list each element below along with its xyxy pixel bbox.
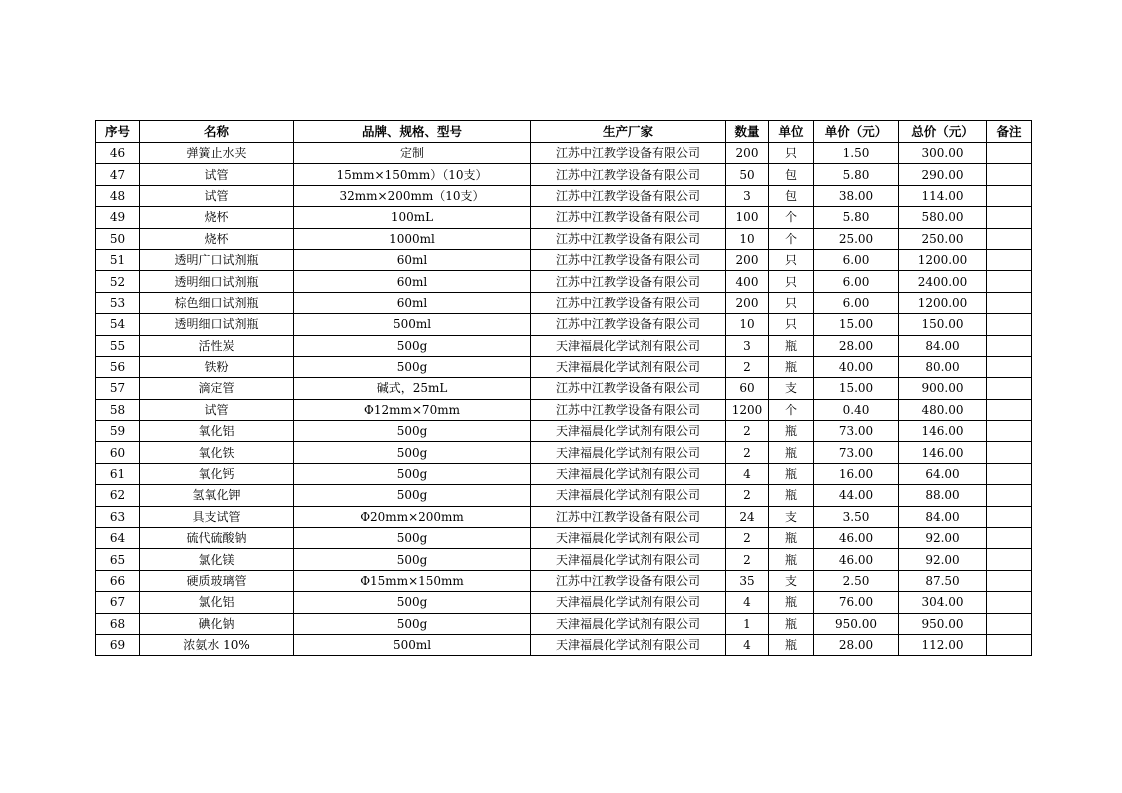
row-quantity: 2 xyxy=(726,485,769,506)
row-note xyxy=(987,421,1032,442)
row-manufacturer: 天津福晨化学试剂有限公司 xyxy=(531,356,726,377)
row-unit: 只 xyxy=(769,314,814,335)
row-unit: 只 xyxy=(769,249,814,270)
row-unit-price: 15.00 xyxy=(814,314,899,335)
row-name: 氯化铝 xyxy=(140,592,294,613)
row-unit-price: 28.00 xyxy=(814,634,899,655)
row-manufacturer: 江苏中江教学设备有限公司 xyxy=(531,271,726,292)
row-no: 50 xyxy=(96,228,140,249)
row-unit-price: 6.00 xyxy=(814,292,899,313)
row-manufacturer: 江苏中江教学设备有限公司 xyxy=(531,399,726,420)
header-manufacturer: 生产厂家 xyxy=(531,121,726,143)
row-manufacturer: 天津福晨化学试剂有限公司 xyxy=(531,634,726,655)
row-quantity: 24 xyxy=(726,506,769,527)
row-unit-price: 3.50 xyxy=(814,506,899,527)
row-manufacturer: 天津福晨化学试剂有限公司 xyxy=(531,485,726,506)
row-unit: 瓶 xyxy=(769,421,814,442)
row-note xyxy=(987,506,1032,527)
row-manufacturer: 江苏中江教学设备有限公司 xyxy=(531,292,726,313)
row-no: 46 xyxy=(96,143,140,164)
row-manufacturer: 天津福晨化学试剂有限公司 xyxy=(531,592,726,613)
row-no: 68 xyxy=(96,613,140,634)
row-note xyxy=(987,292,1032,313)
row-name: 透明广口试剂瓶 xyxy=(140,249,294,270)
row-manufacturer: 江苏中江教学设备有限公司 xyxy=(531,143,726,164)
table-row xyxy=(96,356,1032,377)
row-name: 氢氧化钾 xyxy=(140,485,294,506)
row-name: 氧化钙 xyxy=(140,463,294,484)
table-row xyxy=(96,421,1032,442)
row-total-price: 112.00 xyxy=(899,634,987,655)
row-name: 试管 xyxy=(140,164,294,185)
row-note xyxy=(987,314,1032,335)
row-note xyxy=(987,228,1032,249)
row-unit: 瓶 xyxy=(769,335,814,356)
row-unit-price: 44.00 xyxy=(814,485,899,506)
procurement-table xyxy=(95,120,1032,656)
row-quantity: 3 xyxy=(726,335,769,356)
row-unit: 支 xyxy=(769,506,814,527)
row-quantity: 100 xyxy=(726,207,769,228)
row-name: 浓氨水 10% xyxy=(140,634,294,655)
row-unit: 包 xyxy=(769,185,814,206)
row-manufacturer: 天津福晨化学试剂有限公司 xyxy=(531,528,726,549)
row-note xyxy=(987,442,1032,463)
row-name: 具支试管 xyxy=(140,506,294,527)
row-unit: 只 xyxy=(769,271,814,292)
row-total-price: 290.00 xyxy=(899,164,987,185)
row-name: 氧化铁 xyxy=(140,442,294,463)
row-unit-price: 76.00 xyxy=(814,592,899,613)
row-unit-price: 6.00 xyxy=(814,271,899,292)
row-unit-price: 16.00 xyxy=(814,463,899,484)
row-spec: 60ml xyxy=(294,271,531,292)
row-quantity: 200 xyxy=(726,249,769,270)
row-spec: Φ15mm×150mm xyxy=(294,570,531,591)
row-total-price: 92.00 xyxy=(899,528,987,549)
row-total-price: 900.00 xyxy=(899,378,987,399)
row-total-price: 480.00 xyxy=(899,399,987,420)
row-manufacturer: 江苏中江教学设备有限公司 xyxy=(531,506,726,527)
header-name: 名称 xyxy=(140,121,294,143)
row-manufacturer: 江苏中江教学设备有限公司 xyxy=(531,249,726,270)
row-no: 67 xyxy=(96,592,140,613)
row-note xyxy=(987,207,1032,228)
row-spec: 碱式，25mL xyxy=(294,378,531,399)
table-row xyxy=(96,528,1032,549)
table-row xyxy=(96,570,1032,591)
row-unit-price: 5.80 xyxy=(814,207,899,228)
row-no: 66 xyxy=(96,570,140,591)
row-manufacturer: 江苏中江教学设备有限公司 xyxy=(531,378,726,399)
row-spec: 定制 xyxy=(294,143,531,164)
row-quantity: 200 xyxy=(726,292,769,313)
header-spec: 品牌、规格、型号 xyxy=(294,121,531,143)
row-quantity: 10 xyxy=(726,314,769,335)
row-total-price: 250.00 xyxy=(899,228,987,249)
row-note xyxy=(987,356,1032,377)
row-manufacturer: 江苏中江教学设备有限公司 xyxy=(531,185,726,206)
row-total-price: 1200.00 xyxy=(899,292,987,313)
row-quantity: 2 xyxy=(726,421,769,442)
row-total-price: 146.00 xyxy=(899,442,987,463)
row-quantity: 2 xyxy=(726,528,769,549)
row-unit-price: 46.00 xyxy=(814,528,899,549)
row-unit: 个 xyxy=(769,207,814,228)
row-total-price: 580.00 xyxy=(899,207,987,228)
table-row xyxy=(96,399,1032,420)
table-row xyxy=(96,292,1032,313)
row-quantity: 1200 xyxy=(726,399,769,420)
row-no: 65 xyxy=(96,549,140,570)
row-spec: 100mL xyxy=(294,207,531,228)
row-unit: 瓶 xyxy=(769,592,814,613)
row-spec: 500g xyxy=(294,613,531,634)
row-note xyxy=(987,528,1032,549)
row-unit-price: 15.00 xyxy=(814,378,899,399)
row-quantity: 2 xyxy=(726,442,769,463)
row-note xyxy=(987,249,1032,270)
row-total-price: 1200.00 xyxy=(899,249,987,270)
row-no: 60 xyxy=(96,442,140,463)
row-unit: 支 xyxy=(769,570,814,591)
row-note xyxy=(987,271,1032,292)
row-quantity: 1 xyxy=(726,613,769,634)
row-total-price: 84.00 xyxy=(899,506,987,527)
row-unit: 只 xyxy=(769,292,814,313)
row-spec: 500g xyxy=(294,485,531,506)
row-note xyxy=(987,143,1032,164)
row-no: 47 xyxy=(96,164,140,185)
row-spec: Φ20mm×200mm xyxy=(294,506,531,527)
row-manufacturer: 天津福晨化学试剂有限公司 xyxy=(531,613,726,634)
row-unit-price: 25.00 xyxy=(814,228,899,249)
table-row xyxy=(96,506,1032,527)
row-unit-price: 2.50 xyxy=(814,570,899,591)
row-unit: 瓶 xyxy=(769,528,814,549)
row-quantity: 4 xyxy=(726,634,769,655)
row-spec: 500g xyxy=(294,592,531,613)
row-manufacturer: 天津福晨化学试剂有限公司 xyxy=(531,463,726,484)
row-name: 试管 xyxy=(140,185,294,206)
row-total-price: 950.00 xyxy=(899,613,987,634)
row-no: 57 xyxy=(96,378,140,399)
row-spec: 500g xyxy=(294,356,531,377)
row-unit: 瓶 xyxy=(769,442,814,463)
row-no: 59 xyxy=(96,421,140,442)
row-no: 62 xyxy=(96,485,140,506)
row-name: 烧杯 xyxy=(140,228,294,249)
row-manufacturer: 江苏中江教学设备有限公司 xyxy=(531,314,726,335)
row-note xyxy=(987,399,1032,420)
row-spec: 500g xyxy=(294,528,531,549)
table-row xyxy=(96,271,1032,292)
row-note xyxy=(987,378,1032,399)
table-row xyxy=(96,228,1032,249)
row-total-price: 304.00 xyxy=(899,592,987,613)
row-note xyxy=(987,592,1032,613)
row-unit: 瓶 xyxy=(769,613,814,634)
row-note xyxy=(987,463,1032,484)
row-unit-price: 73.00 xyxy=(814,421,899,442)
row-unit-price: 40.00 xyxy=(814,356,899,377)
table-row xyxy=(96,207,1032,228)
table-row xyxy=(96,485,1032,506)
header-note: 备注 xyxy=(987,121,1032,143)
row-name: 硫代硫酸钠 xyxy=(140,528,294,549)
row-quantity: 4 xyxy=(726,463,769,484)
row-unit-price: 6.00 xyxy=(814,249,899,270)
row-name: 硬质玻璃管 xyxy=(140,570,294,591)
row-total-price: 2400.00 xyxy=(899,271,987,292)
table-row xyxy=(96,613,1032,634)
row-unit-price: 28.00 xyxy=(814,335,899,356)
row-total-price: 146.00 xyxy=(899,421,987,442)
row-name: 氧化铝 xyxy=(140,421,294,442)
row-no: 58 xyxy=(96,399,140,420)
row-total-price: 300.00 xyxy=(899,143,987,164)
row-manufacturer: 江苏中江教学设备有限公司 xyxy=(531,164,726,185)
row-unit: 瓶 xyxy=(769,634,814,655)
row-no: 61 xyxy=(96,463,140,484)
table-row xyxy=(96,164,1032,185)
row-unit: 包 xyxy=(769,164,814,185)
row-quantity: 60 xyxy=(726,378,769,399)
row-no: 69 xyxy=(96,634,140,655)
row-total-price: 88.00 xyxy=(899,485,987,506)
row-no: 52 xyxy=(96,271,140,292)
row-unit: 个 xyxy=(769,228,814,249)
row-spec: 500g xyxy=(294,549,531,570)
row-note xyxy=(987,164,1032,185)
row-note xyxy=(987,185,1032,206)
row-total-price: 92.00 xyxy=(899,549,987,570)
header-unit-price: 单价（元） xyxy=(814,121,899,143)
row-total-price: 150.00 xyxy=(899,314,987,335)
row-spec: 1000ml xyxy=(294,228,531,249)
row-name: 氯化镁 xyxy=(140,549,294,570)
row-name: 试管 xyxy=(140,399,294,420)
row-name: 滴定管 xyxy=(140,378,294,399)
table-row xyxy=(96,442,1032,463)
row-no: 54 xyxy=(96,314,140,335)
row-quantity: 2 xyxy=(726,356,769,377)
row-unit: 瓶 xyxy=(769,549,814,570)
row-spec: 500ml xyxy=(294,314,531,335)
row-name: 棕色细口试剂瓶 xyxy=(140,292,294,313)
row-quantity: 4 xyxy=(726,592,769,613)
row-quantity: 400 xyxy=(726,271,769,292)
row-spec: 15mm×150mm）（10支） xyxy=(294,164,531,185)
row-quantity: 50 xyxy=(726,164,769,185)
table-row xyxy=(96,185,1032,206)
row-name: 透明细口试剂瓶 xyxy=(140,314,294,335)
row-unit: 支 xyxy=(769,378,814,399)
row-note xyxy=(987,634,1032,655)
row-unit: 瓶 xyxy=(769,463,814,484)
row-unit: 只 xyxy=(769,143,814,164)
table-row xyxy=(96,378,1032,399)
row-spec: 32mm×200mm（10支） xyxy=(294,185,531,206)
header-total-price: 总价（元） xyxy=(899,121,987,143)
row-total-price: 114.00 xyxy=(899,185,987,206)
row-spec: 500g xyxy=(294,421,531,442)
row-manufacturer: 江苏中江教学设备有限公司 xyxy=(531,228,726,249)
row-no: 55 xyxy=(96,335,140,356)
row-name: 烧杯 xyxy=(140,207,294,228)
row-unit-price: 1.50 xyxy=(814,143,899,164)
row-total-price: 64.00 xyxy=(899,463,987,484)
row-unit-price: 5.80 xyxy=(814,164,899,185)
header-quantity: 数量 xyxy=(726,121,769,143)
row-name: 铁粉 xyxy=(140,356,294,377)
row-quantity: 3 xyxy=(726,185,769,206)
table-header-row xyxy=(96,121,1032,143)
table-row xyxy=(96,592,1032,613)
header-no: 序号 xyxy=(96,121,140,143)
table-row xyxy=(96,314,1032,335)
row-spec: 500ml xyxy=(294,634,531,655)
row-manufacturer: 天津福晨化学试剂有限公司 xyxy=(531,442,726,463)
row-spec: Φ12mm×70mm xyxy=(294,399,531,420)
table-row xyxy=(96,634,1032,655)
row-no: 48 xyxy=(96,185,140,206)
row-unit-price: 73.00 xyxy=(814,442,899,463)
row-spec: 60ml xyxy=(294,292,531,313)
row-unit: 个 xyxy=(769,399,814,420)
row-note xyxy=(987,485,1032,506)
row-no: 63 xyxy=(96,506,140,527)
row-spec: 500g xyxy=(294,335,531,356)
row-no: 51 xyxy=(96,249,140,270)
row-manufacturer: 江苏中江教学设备有限公司 xyxy=(531,570,726,591)
row-note xyxy=(987,570,1032,591)
row-quantity: 35 xyxy=(726,570,769,591)
row-name: 活性炭 xyxy=(140,335,294,356)
row-unit-price: 0.40 xyxy=(814,399,899,420)
row-unit: 瓶 xyxy=(769,485,814,506)
row-no: 53 xyxy=(96,292,140,313)
table-row xyxy=(96,249,1032,270)
row-name: 透明细口试剂瓶 xyxy=(140,271,294,292)
row-unit-price: 950.00 xyxy=(814,613,899,634)
table-row xyxy=(96,549,1032,570)
row-note xyxy=(987,613,1032,634)
row-no: 49 xyxy=(96,207,140,228)
row-unit-price: 38.00 xyxy=(814,185,899,206)
row-name: 碘化钠 xyxy=(140,613,294,634)
row-spec: 500g xyxy=(294,463,531,484)
row-total-price: 84.00 xyxy=(899,335,987,356)
row-spec: 60ml xyxy=(294,249,531,270)
row-quantity: 200 xyxy=(726,143,769,164)
row-manufacturer: 天津福晨化学试剂有限公司 xyxy=(531,549,726,570)
row-manufacturer: 天津福晨化学试剂有限公司 xyxy=(531,335,726,356)
row-manufacturer: 江苏中江教学设备有限公司 xyxy=(531,207,726,228)
row-spec: 500g xyxy=(294,442,531,463)
row-unit-price: 46.00 xyxy=(814,549,899,570)
header-unit: 单位 xyxy=(769,121,814,143)
row-no: 56 xyxy=(96,356,140,377)
row-unit: 瓶 xyxy=(769,356,814,377)
row-note xyxy=(987,335,1032,356)
row-quantity: 10 xyxy=(726,228,769,249)
row-total-price: 80.00 xyxy=(899,356,987,377)
row-note xyxy=(987,549,1032,570)
row-manufacturer: 天津福晨化学试剂有限公司 xyxy=(531,421,726,442)
row-quantity: 2 xyxy=(726,549,769,570)
table-row xyxy=(96,335,1032,356)
table-row xyxy=(96,143,1032,164)
row-total-price: 87.50 xyxy=(899,570,987,591)
row-no: 64 xyxy=(96,528,140,549)
row-name: 弹簧止水夹 xyxy=(140,143,294,164)
table-row xyxy=(96,463,1032,484)
